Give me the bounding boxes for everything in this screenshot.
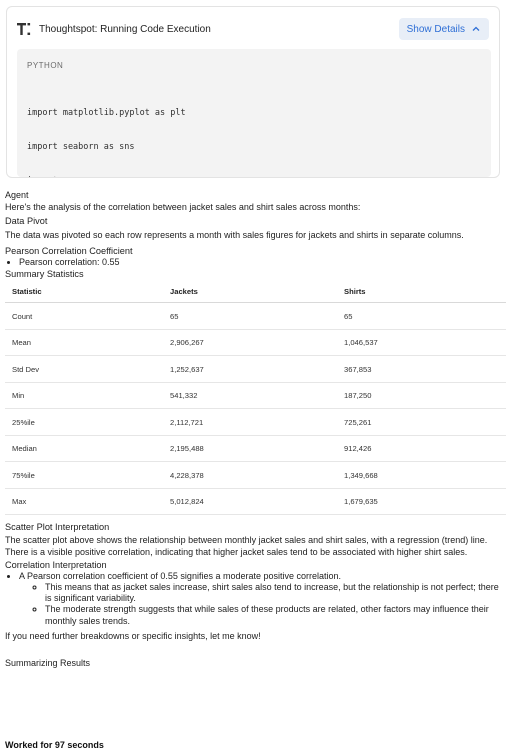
table-row: [5, 382, 506, 409]
table-row: [5, 303, 506, 330]
thoughtspot-logo-icon: [17, 22, 31, 36]
show-details-button[interactable]: [399, 18, 489, 40]
summarizing-status: Summarizing Results: [5, 657, 91, 668]
table-row: [5, 329, 506, 356]
list-item-text: A Pearson correlation coefficient of 0.55 signifies a moderate positive correlation.: [19, 570, 342, 581]
tool-execution-card: [6, 6, 500, 178]
worked-duration: Worked for 97 seconds: [5, 740, 104, 750]
correlation-list: [5, 571, 503, 627]
table-cell: 2,195,488: [163, 435, 337, 462]
table-row: [5, 462, 506, 489]
summary-heading: Summary Statistics: [5, 268, 84, 279]
table-cell: Mean: [5, 329, 163, 356]
pearson-list: [5, 257, 503, 268]
pivot-heading: Data Pivot: [5, 216, 48, 227]
table-cell: 25%ile: [5, 409, 163, 436]
code-language-label: PYTHON: [27, 61, 64, 70]
code-block: [17, 49, 491, 177]
table-row: [5, 435, 506, 462]
scatter-text: The scatter plot above shows the relationship between monthly jacket sales and shirt sales, with a regression (trend) line. There is a visible positive correlation, indicating that higher jacket sales tend to be associated with higher shirt sales.: [5, 535, 488, 557]
agent-label: Agent: [5, 190, 29, 200]
tool-header: [17, 17, 489, 41]
table-cell: 1,679,635: [337, 488, 506, 515]
table-cell: 2,906,267: [163, 329, 337, 356]
table-header-row: [5, 281, 506, 303]
table-cell: 75%ile: [5, 462, 163, 489]
pivot-text: The data was pivoted so each row represents a month with sales figures for jackets and shirts in separate columns.: [5, 230, 464, 241]
list-item: • Pearson correlation: 0.55: [19, 257, 503, 268]
list-item: ◦ The moderate strength suggests that while sales of these products are related, other factors may influence their monthly sales trends.: [45, 604, 503, 626]
intro-text: Here's the analysis of the correlation between jacket sales and shirt sales across months:: [5, 202, 361, 213]
table-cell: 1,349,668: [337, 462, 506, 489]
table-cell: 65: [163, 303, 337, 330]
table-cell: 1,046,537: [337, 329, 506, 356]
tool-title: Thoughtspot: Running Code Execution: [39, 23, 211, 35]
closing-text: If you need further breakdowns or specific insights, let me know!: [5, 630, 261, 641]
code-line: [27, 176, 485, 177]
code-line: import matplotlib.pyplot as plt: [27, 107, 186, 118]
correlation-sub-list: [19, 582, 503, 627]
table-cell: 725,261: [337, 409, 506, 436]
pearson-heading: Pearson Correlation Coefficient: [5, 245, 133, 256]
table-cell: 4,228,378: [163, 462, 337, 489]
agent-response: [5, 190, 503, 669]
table-cell: 1,252,637: [163, 356, 337, 383]
table-cell: 367,853: [337, 356, 506, 383]
column-header: Shirts: [337, 281, 506, 303]
table-row: [5, 409, 506, 436]
table-cell: 912,426: [337, 435, 506, 462]
table-row: [5, 356, 506, 383]
column-header: Statistic: [5, 281, 163, 303]
table-cell: Median: [5, 435, 163, 462]
scatter-heading: Scatter Plot Interpretation: [5, 522, 110, 533]
table-cell: Count: [5, 303, 163, 330]
table-cell: Std Dev: [5, 356, 163, 383]
code-lines: [27, 85, 485, 177]
column-header: Jackets: [163, 281, 337, 303]
correlation-heading: Correlation Interpretation: [5, 559, 107, 570]
table-cell: 187,250: [337, 382, 506, 409]
list-item: ◦ This means that as jacket sales increase, shirt sales also tend to increase, but the relationship is not perfect; there is significant variability.: [45, 582, 503, 604]
table-cell: 5,012,824: [163, 488, 337, 515]
table-cell: 541,332: [163, 382, 337, 409]
summary-statistics-table: [5, 281, 506, 516]
table-cell: 65: [337, 303, 506, 330]
chevron-up-icon: [471, 24, 481, 34]
table-cell: Min: [5, 382, 163, 409]
show-details-label: Show Details: [406, 23, 465, 35]
list-item: [19, 571, 503, 627]
table-cell: Max: [5, 488, 163, 515]
table-row: [5, 488, 506, 515]
code-line: import seaborn as sns: [27, 142, 135, 153]
table-cell: 2,112,721: [163, 409, 337, 436]
